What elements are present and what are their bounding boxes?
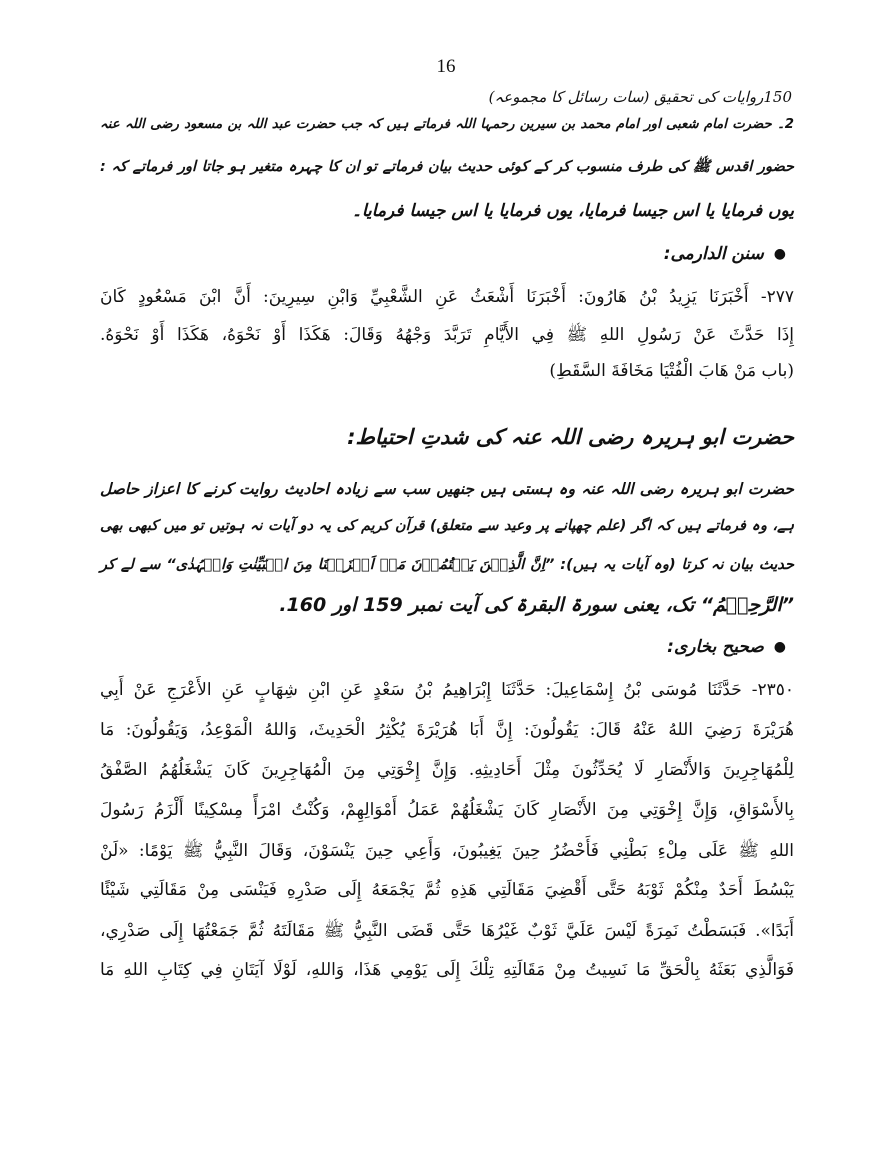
urdu-paragraph-line: یوں فرمایا یا اس جیسا فرمایا، یوں فرمایا یا اس جیسا فرمایا۔	[351, 201, 794, 221]
source-label-darimi	[664, 244, 786, 264]
arabic-hadith-line: إِذَا حَدَّثَ عَنْ رَسُولِ اللهِ ﷺ فِي الأَيَّامِ تَرَبَّدَ وَجْهُهُ وَقَالَ: هَكَذَا أَوْ نَحْوَهُ، هَكَذَا أَوْ نَحْوَهُ.	[100, 325, 794, 345]
source-label-text: سنن الدارمی:	[663, 244, 764, 264]
arabic-hadith-line: يَبْسُطَ أَحَدٌ مِنْكُمْ ثَوْبَهُ حَتَّى أَقْضِيَ مَقَالَتِي هَذِهِ ثُمَّ يَجْمَعَهُ إِلَى صَدْرِهِ فَيَنْسَى مِنْ مَقَالَتِي شَيْئًا	[100, 880, 794, 900]
source-label-text: صحیح بخاری:	[667, 637, 764, 657]
arabic-hadith-line: اللهِ ﷺ عَلَى مِلْءِ بَطْنِي فَأَحْضُرُ حِينَ يَغِيبُونَ، وَأَعِي حِينَ يَنْسَوْنَ، وَقَالَ النَّبِيُّ ﷺ يَوْمًا: «لَنْ	[100, 841, 794, 861]
arabic-hadith-line: أَبَدًا». فَبَسَطْتُ نَمِرَةً لَيْسَ عَلَيَّ ثَوْبٌ غَيْرُهَا حَتَّى قَضَى النَّبِيُّ ﷺ مَقَالَتَهُ ثُمَّ جَمَعْتُهَا إِلَى صَدْرِي،	[100, 921, 794, 941]
arabic-hadith-line: فَوَالَّذِي بَعَثَهُ بِالْحَقِّ مَا نَسِيتُ مِنْ مَقَالَتِهِ تِلْكَ إِلَى يَوْمِي هَذَا، وَاللهِ، لَوْلَا آيَتَانِ فِي كِتَابِ اللهِ مَا	[100, 960, 794, 980]
section-heading: حضرت ابو ہریرہ رضی اللہ عنہ کی شدتِ احتیاط:	[347, 425, 794, 449]
urdu-paragraph-line: حدیث بیان نہ کرتا (وہ آیات یہ ہیں): ”اِنَّ الَّذِیۡنَ یَکۡتُمُوۡنَ مَاۤ اَنۡزَلۡنَا مِنَ الۡبَیِّنٰتِ وَالۡہُدٰی“ سے لے کر	[100, 556, 794, 573]
urdu-paragraph-line: حضور اقدس ﷺ کی طرف منسوب کر کے کوئی حدیث بیان فرماتے تو ان کا چہرہ متغیر ہو جاتا اور فرماتے کہ :	[100, 159, 794, 175]
arabic-hadith-line: ٢٣٥٠- حَدَّثَنَا مُوسَى بْنُ إِسْمَاعِيلَ: حَدَّثَنَا إِبْرَاهِيمُ بْنُ سَعْدٍ عَنِ ابْنِ شِهَابٍ عَنِ الأَعْرَجِ عَنْ أَبِي	[100, 680, 794, 700]
page-number: 16	[436, 56, 456, 77]
chapter-reference: (باب مَنْ هَابَ الْفُتْيَا مَخَافَةَ السَّقَطِ)	[549, 361, 794, 381]
arabic-hadith-line: بِالأَسْوَاقِ، وَإِنَّ إِخْوَتِي مِنَ الأَنْصَارِ كَانَ يَشْغَلُهُمْ عَمَلُ أَمْوَالِهِمْ، وَكُنْتُ امْرَأً مِسْكِينًا أَلْزَمُ رَسُولَ	[100, 800, 795, 820]
bullet-icon: ●	[773, 246, 786, 262]
arabic-hadith-line: ٢٧٧- أَخْبَرَنَا يَزِيدُ بْنُ هَارُونَ: أَخْبَرَنَا أَشْعَثُ عَنِ الشَّعْبِيِّ وَابْنِ سِيرِينَ: أَنَّ ابْنَ مَسْعُودٍ كَانَ	[100, 287, 794, 307]
urdu-paragraph-line: ”الرَّحِیۡمُ“ تک، یعنی سورۃ البقرۃ کی آیت نمبر 159 اور 160.	[279, 594, 794, 616]
urdu-paragraph-line: 2۔ حضرت امام شعبی اور امام محمد بن سیرین رحمہا اللہ فرماتے ہیں کہ جب حضرت عبد اللہ بن مسعود رضی اللہ عنہ	[100, 117, 794, 132]
bullet-icon: ●	[773, 639, 786, 655]
source-label-bukhari	[667, 637, 786, 657]
urdu-paragraph-line: حضرت ابو ہریرہ رضی اللہ عنہ وہ ہستی ہیں جنھیں سب سے زیادہ احادیث روایت کرنے کا اعزاز حاصل	[100, 480, 794, 498]
arabic-hadith-line: لِلْمُهَاجِرِينَ وَالأَنْصَارِ لَا يُحَدِّثُونَ مِثْلَ أَحَادِيثِهِ. وَإِنَّ إِخْوَتِي مِنَ الْمُهَاجِرِينَ كَانَ يَشْغَلُهُمُ الصَّفْقُ	[100, 760, 794, 780]
arabic-hadith-line: هُرَيْرَةَ رَضِيَ اللهُ عَنْهُ قَالَ: يَقُولُونَ: إِنَّ أَبَا هُرَيْرَةَ يُكْثِرُ الْحَدِيثَ، وَاللهُ الْمَوْعِدُ، وَيَقُولُونَ: مَا	[100, 720, 794, 740]
urdu-paragraph-line: ہے، وہ فرماتے ہیں کہ اگر (علم چھپانے پر وعید سے متعلق) قرآن کریم کی یہ دو آیات نہ ہوتیں تو میں کبھی بھی	[100, 518, 794, 534]
running-header: 150روایات کی تحقیق (سات رسائل کا مجموعہ)	[488, 88, 792, 106]
